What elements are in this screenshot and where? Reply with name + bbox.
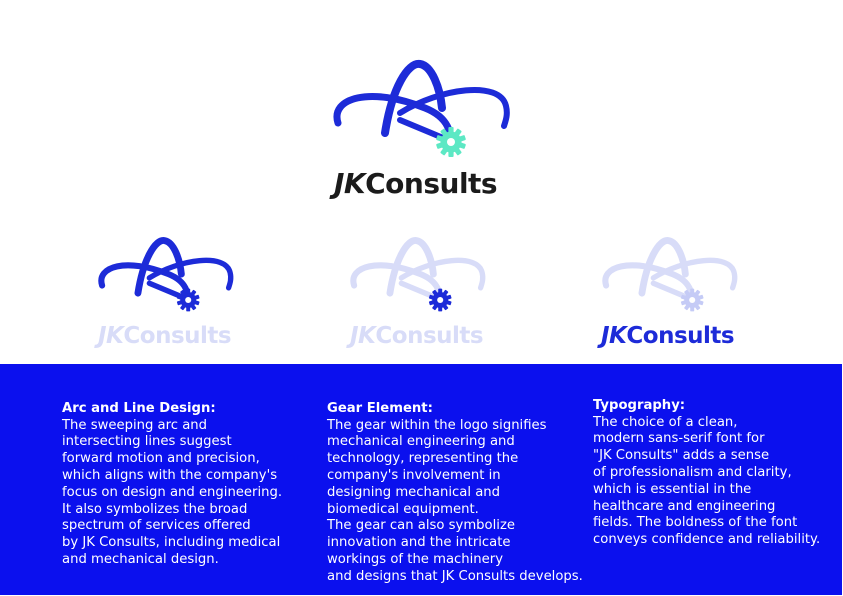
variant-3-logo-mark bbox=[598, 236, 743, 316]
variant-1-wordmark: JKConsults bbox=[98, 323, 232, 349]
description-body: The sweeping arc and intersecting lines suggest forward motion and precision, which aligns with the company's focus on design and engineering. It also symbolizes the broad spectrum of services offered by JK Consults, including medical and mechanical design. bbox=[62, 417, 283, 567]
variant-1-logo-mark bbox=[94, 236, 239, 316]
description-body: The choice of a clean, modern sans-serif font for "JK Consults" adds a sense of professionalism and clarity, which is essential in the healthcare and engineering fields. The boldness of the font conveys confidence and reliability. bbox=[593, 414, 821, 548]
description-typography bbox=[593, 381, 833, 549]
variant-3-wordmark: JKConsults bbox=[601, 323, 735, 349]
description-body: The gear within the logo signifies mechanical engineering and technology, representing the company's involvement in designing mechanical and biomedical equipment. The gear can also symbolize innovation and the intricate workings of the machinery and designs that JK Consults develops. bbox=[327, 417, 583, 584]
description-heading: Arc and Line Design: bbox=[62, 400, 216, 416]
variant-2-wordmark: JKConsults bbox=[350, 323, 484, 349]
description-heading: Typography: bbox=[593, 397, 686, 413]
description-heading: Gear Element: bbox=[327, 400, 433, 416]
description-gear-element bbox=[327, 384, 587, 586]
variant-2-logo-mark bbox=[346, 236, 491, 316]
description-arc-and-line bbox=[62, 384, 302, 569]
main-wordmark: JKConsults bbox=[334, 167, 498, 200]
main-logo-mark bbox=[330, 58, 515, 163]
